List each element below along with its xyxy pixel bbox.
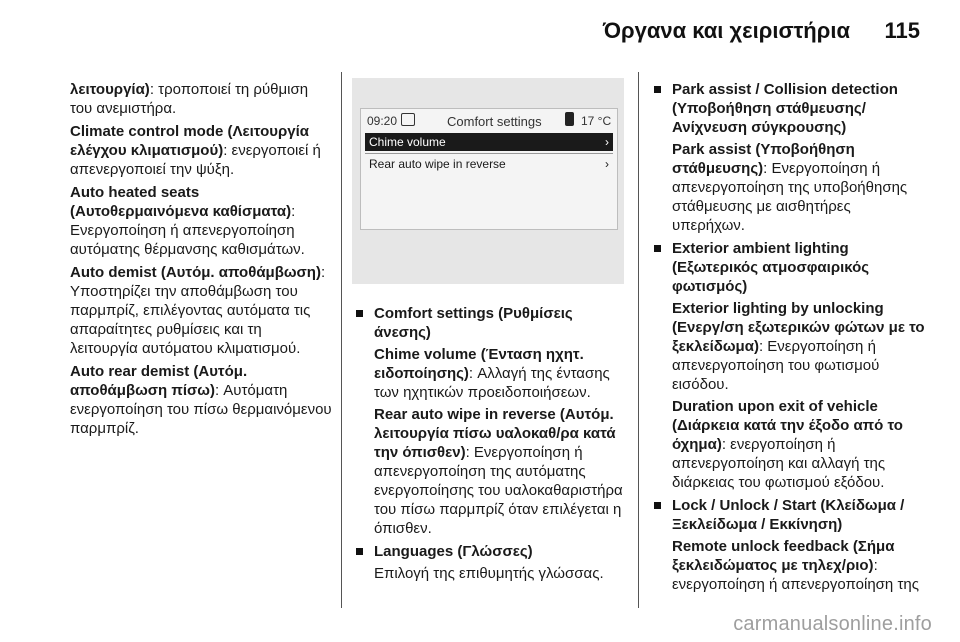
display-divider	[365, 153, 613, 154]
bullet-lock-unlock: Lock / Unlock / Start (Κλείδωμα / Ξεκλείδωμα / Εκκίνηση) Remote unlock feedback (Σήμα ξεκλειδώματος με τηλεχ/ριο): ενεργοποίηση ή απενεργοποίηση της	[650, 496, 926, 594]
display-time: 09:20	[367, 114, 398, 128]
display-item-rear-auto-wipe[interactable]: Rear auto wipe in reverse ›	[369, 157, 609, 171]
display-item-chime-volume[interactable]: Chime volume ›	[365, 133, 613, 151]
page-number: 115	[884, 18, 920, 43]
middle-column	[352, 304, 630, 587]
bullet-square-icon	[654, 502, 661, 509]
paragraph-rear-demist: Auto rear demist (Αυτόμ. αποθάμβωση πίσω): Αυτόματη ενεργοποίηση του πίσω θερμαινόμενου παρμπρίζ.	[70, 363, 332, 437]
watermark: carmanualsonline.info	[733, 613, 932, 635]
menu-select-icon	[401, 113, 415, 126]
paragraph-heated-seats: Auto heated seats (Αυτοθερμαινόμενα καθίσματα): Ενεργοποίηση ή απενεργοποίηση αυτόματης θέρμανσης καθισμάτων.	[70, 184, 305, 258]
page-footer	[0, 612, 960, 642]
right-column	[650, 80, 926, 598]
bullet-square-icon	[654, 86, 661, 93]
left-column	[70, 80, 332, 442]
chevron-right-icon: ›	[605, 157, 609, 171]
display-screenshot	[352, 78, 624, 284]
column-divider-left	[341, 72, 342, 608]
display-temperature: 17 °C	[581, 114, 612, 128]
bullet-square-icon	[356, 310, 363, 317]
info-display	[360, 108, 618, 230]
bullet-park-assist: Park assist / Collision detection (Υποβοήθηση στάθμευσης/ Ανίχνευση σύγκρουσης) Park assist (Υποβοήθηση στάθμευσης): Ενεργοποίηση ή απενεργοποίηση της υποβοήθησης στάθμευσης με αισθητήρες υπερήχων.	[650, 80, 926, 235]
chevron-right-icon: ›	[605, 135, 609, 149]
bullet-exterior-lighting: Exterior ambient lighting (Εξωτερικός ατμοσφαιρικός φωτισμός) Exterior lighting by unlocking (Ενεργ/ση εξωτερικών φώτων με το ξεκλείδωμα): Ενεργοποίηση ή απενεργοποίηση του φωτισμού εισόδου. Duration upon exit of vehicle (Διάρκεια κατά την έξοδο από το όχημα): ενεργοποίηση ή απενεργοποίηση και αλλαγή της διάρκειας του φωτισμού εξόδου.	[650, 239, 926, 492]
bullet-square-icon	[654, 245, 661, 252]
paragraph-fan: λειτουργία): τροποποιεί τη ρύθμιση του ανεμιστήρα.	[70, 81, 309, 117]
paragraph-auto-demist: Auto demist (Αυτόμ. αποθάμβωση): Υποστηρίζει την αποθάμβωση του παρμπρίζ, επιλέγοντας αυτόματα τις απαραίτητες ρυθμίσεις και τη λειτουργία αυτόματου κλιματισμού.	[70, 264, 326, 357]
column-divider-right	[638, 72, 639, 608]
bullet-comfort-settings: Comfort settings (Ρυθμίσεις άνεσης) Chime volume (Ένταση ηχητ. ειδοποίησης): Αλλαγή της έντασης των ηχητικών προειδοποιήσεων. Rear auto wipe in reverse (Αυτόμ. λειτουργία πίσω υαλοκαθ/ρα κατά την όπισθεν): Ενεργοποίηση ή απενεργοποίηση της αυτόματης ενεργοποίησης του υαλοκαθαριστήρα του πίσω παρμπρίζ όταν επιλέγεται η όπισθεν.	[352, 304, 630, 538]
display-status-bar	[361, 109, 617, 131]
page-title: Όργανα και χειριστήρια	[602, 18, 850, 43]
display-title: Comfort settings	[447, 114, 542, 129]
paragraph-climate-mode: Climate control mode (Λειτουργία ελέγχου κλιματισμού): ενεργοποιεί ή απενεργοποιεί την ψύξη.	[70, 123, 321, 178]
bullet-languages: Languages (Γλώσσες) Επιλογή της επιθυμητής γλώσσας.	[352, 542, 630, 583]
bullet-square-icon	[356, 548, 363, 555]
phone-icon	[565, 112, 574, 126]
page-header	[0, 0, 960, 60]
